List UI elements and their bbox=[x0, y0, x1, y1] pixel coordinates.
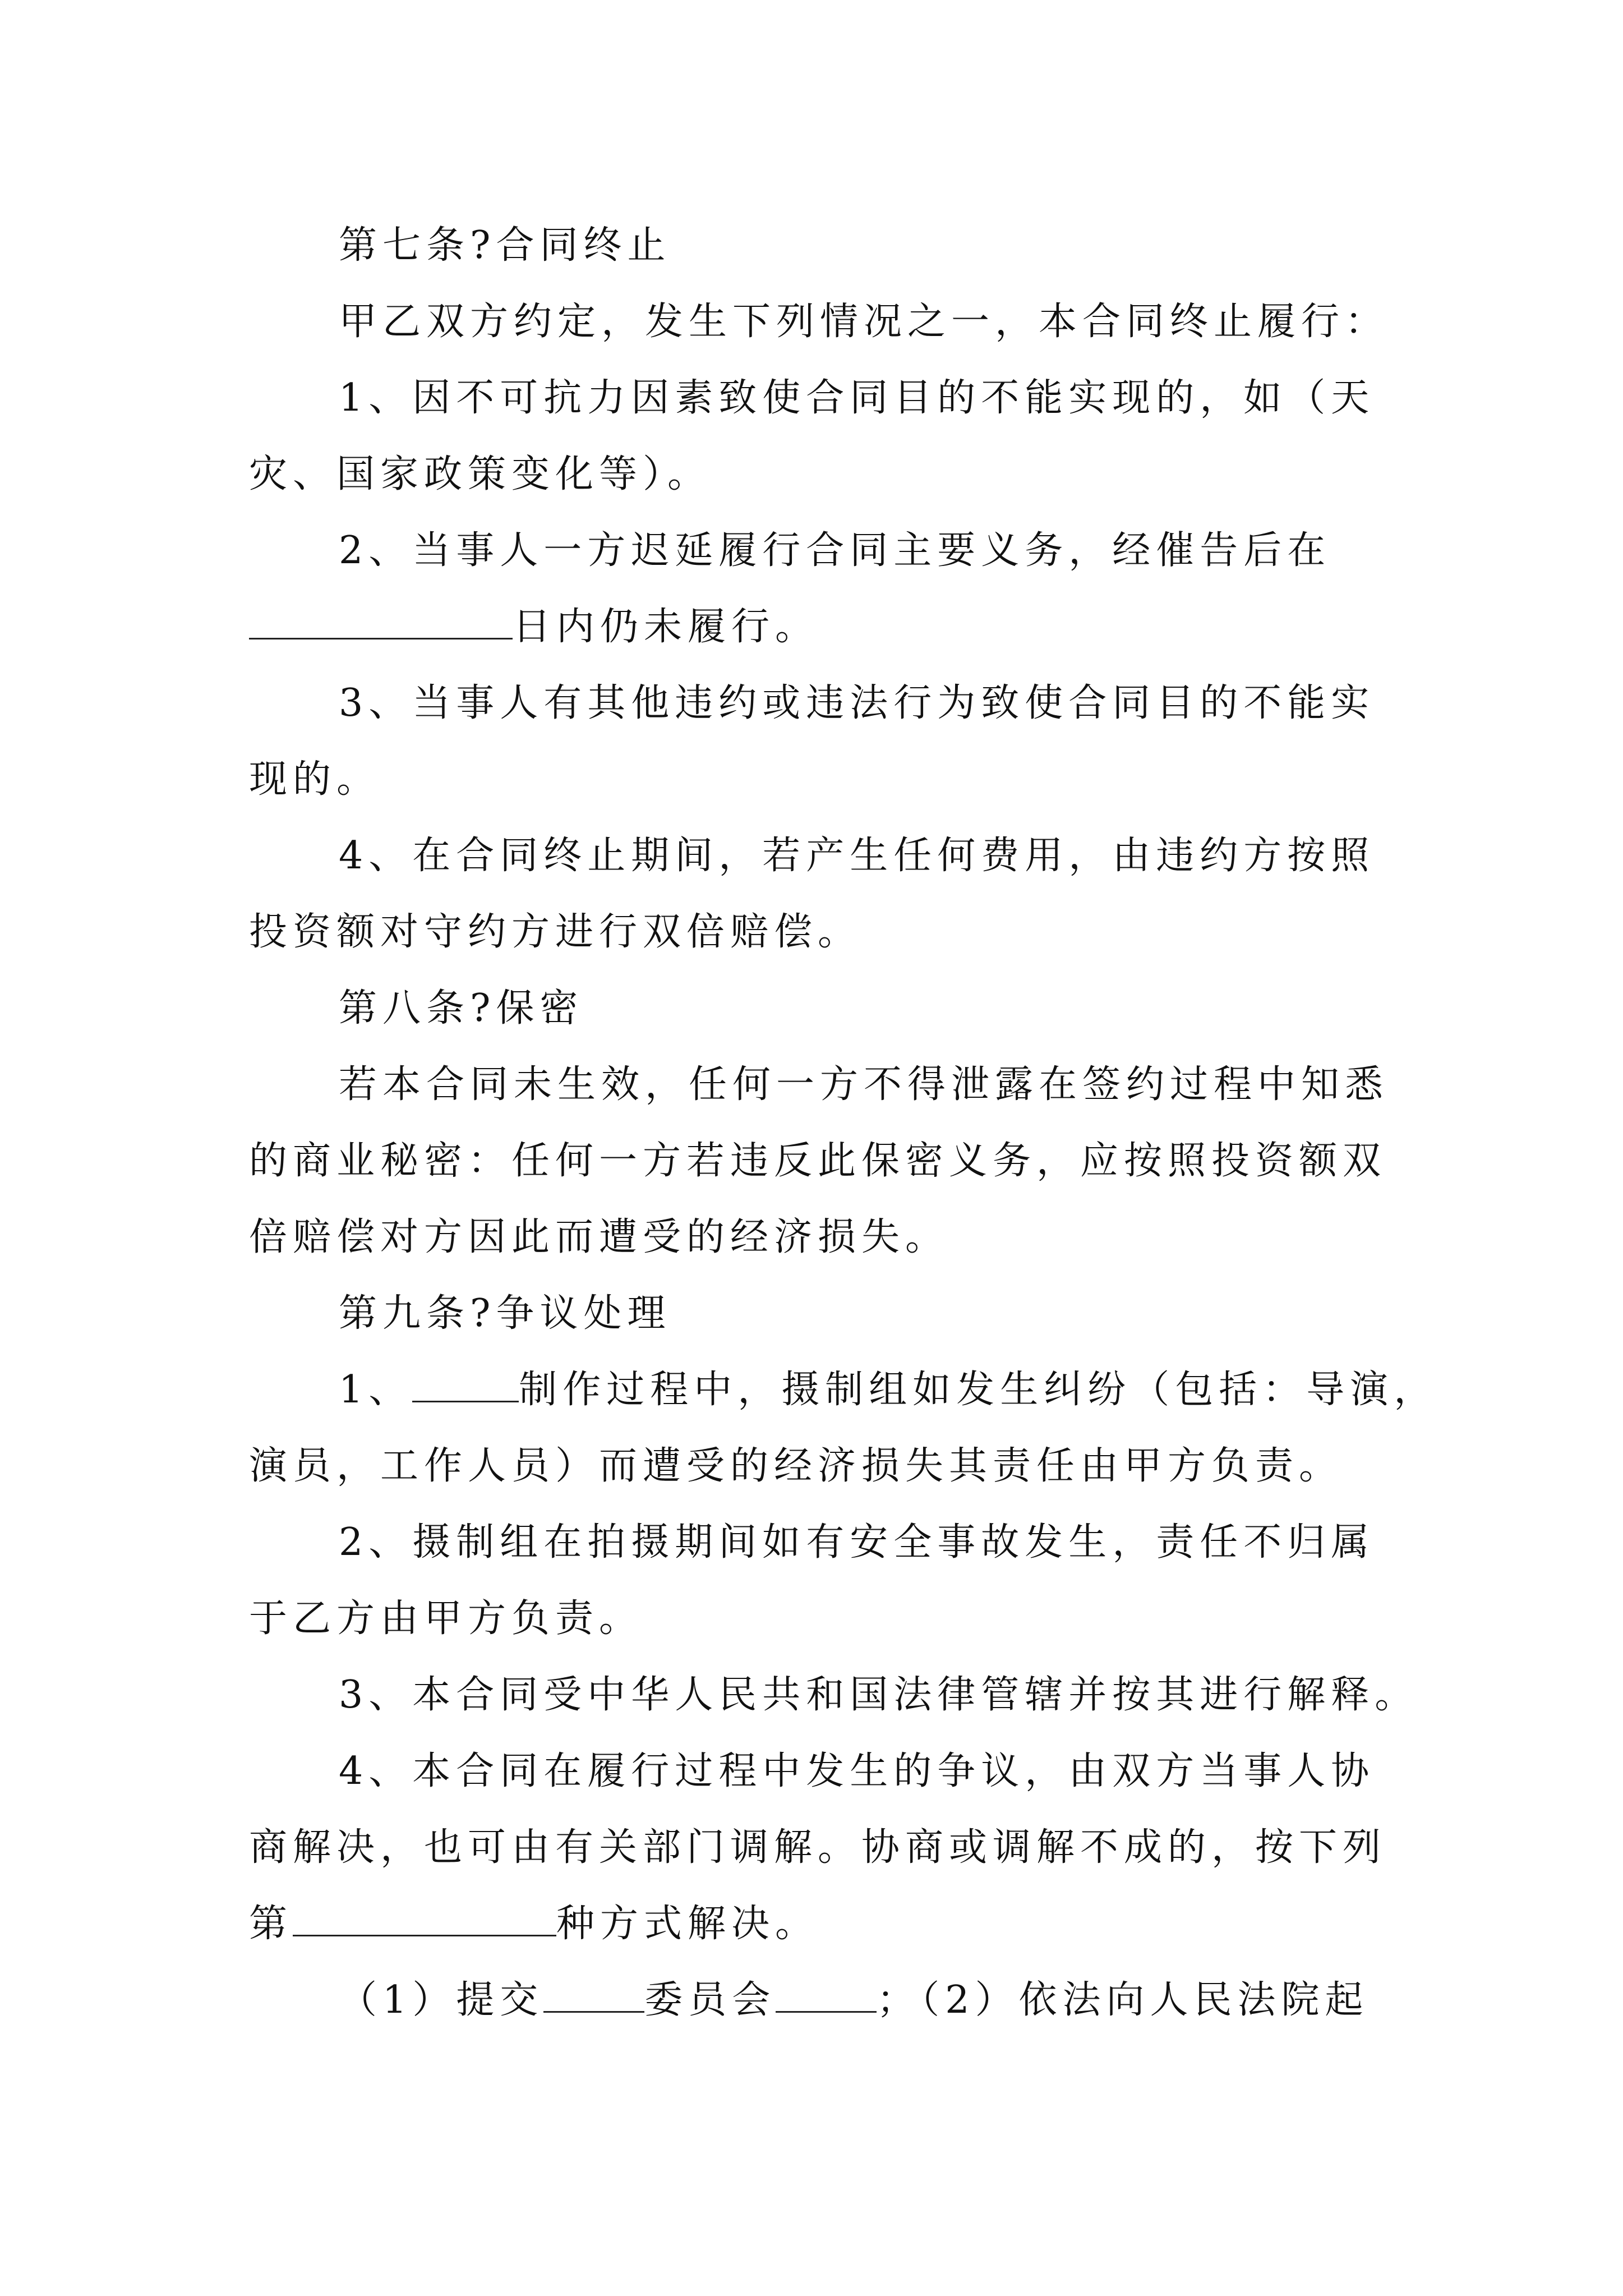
fill-in-blank bbox=[412, 1366, 519, 1402]
paragraph-text: 2、当事人一方迟延履行合同主要义务，经催告后在 bbox=[339, 528, 1331, 573]
paragraph-text: 3、当事人有其他违约或违法行为致使合同目的不能实 bbox=[339, 681, 1375, 725]
paragraph-line bbox=[0, 370, 1623, 426]
paragraph-line bbox=[0, 1362, 1623, 1418]
paragraph-line bbox=[0, 1972, 1623, 2028]
heading-article-9 bbox=[0, 1286, 1623, 1342]
heading-article-7 bbox=[0, 218, 1623, 274]
paragraph-text: （1）提交 bbox=[339, 1978, 544, 2022]
paragraph-text: 演员，工作人员）而遭受的经济损失其责任由甲方负责。 bbox=[249, 1444, 1343, 1488]
heading-text: 第八条?保密 bbox=[339, 986, 584, 1030]
paragraph-text: 倍赔偿对方因此而遭受的经济损失。 bbox=[249, 1215, 949, 1259]
paragraph-line bbox=[0, 523, 1623, 579]
paragraph-line bbox=[0, 1667, 1623, 1723]
paragraph-text: 甲乙双方约定，发生下列情况之一，本合同终止履行： bbox=[339, 300, 1389, 344]
paragraph-text: 第 bbox=[249, 1902, 293, 1946]
paragraph-text: 日内仍未履行。 bbox=[513, 605, 819, 649]
paragraph-line bbox=[0, 1438, 1623, 1494]
heading-article-8 bbox=[0, 981, 1623, 1037]
paragraph-text: 3、本合同受中华人民共和国法律管辖并按其进行解释。 bbox=[339, 1673, 1419, 1717]
paragraph-line bbox=[0, 1820, 1623, 1876]
paragraph-text: 2、摄制组在拍摄期间如有安全事故发生，责任不归属 bbox=[339, 1520, 1375, 1565]
paragraph-line bbox=[0, 828, 1623, 884]
paragraph-text: 1、因不可抗力因素致使合同目的不能实现的，如（天 bbox=[339, 376, 1375, 420]
paragraph-line bbox=[0, 1591, 1623, 1647]
paragraph-line bbox=[0, 294, 1623, 350]
paragraph-line bbox=[0, 1133, 1623, 1189]
paragraph-line bbox=[0, 1057, 1623, 1113]
paragraph-line bbox=[0, 1209, 1623, 1266]
paragraph-text: 的商业秘密：任何一方若违反此保密义务，应按照投资额双 bbox=[249, 1139, 1387, 1183]
paragraph-text: 4、在合同终止期间，若产生任何费用，由违约方按照 bbox=[339, 834, 1375, 878]
heading-text: 第七条?合同终止 bbox=[339, 223, 671, 268]
paragraph-line bbox=[0, 447, 1623, 503]
paragraph-line bbox=[0, 675, 1623, 731]
fill-in-blank bbox=[776, 1976, 877, 2013]
paragraph-line bbox=[0, 599, 1623, 655]
paragraph-text: 灾、国家政策变化等）。 bbox=[249, 452, 712, 496]
fill-in-blank bbox=[293, 1900, 556, 1936]
paragraph-text: 制作过程中，摄制组如发生纠纷（包括：导演， bbox=[519, 1368, 1438, 1412]
paragraph-line bbox=[0, 1743, 1623, 1800]
fill-in-blank bbox=[543, 1976, 644, 2013]
paragraph-text: 1、 bbox=[339, 1368, 413, 1412]
paragraph-text: 商解决，也可由有关部门调解。协商或调解不成的，按下列 bbox=[249, 1825, 1387, 1870]
paragraph-line bbox=[0, 1515, 1623, 1571]
paragraph-text: ；（2）依法向人民法院起 bbox=[877, 1978, 1369, 2022]
heading-text: 第九条?争议处理 bbox=[339, 1291, 671, 1336]
paragraph-text: 4、本合同在履行过程中发生的争议，由双方当事人协 bbox=[339, 1749, 1375, 1793]
fill-in-blank bbox=[249, 603, 513, 639]
paragraph-line bbox=[0, 904, 1623, 960]
paragraph-text: 委员会 bbox=[644, 1978, 776, 2022]
paragraph-text: 若本合同未生效，任何一方不得泄露在签约过程中知悉 bbox=[339, 1062, 1389, 1107]
paragraph-text: 现的。 bbox=[249, 757, 381, 802]
paragraph-text: 种方式解决。 bbox=[556, 1902, 819, 1946]
paragraph-text: 投资额对守约方进行双倍赔偿。 bbox=[249, 910, 862, 954]
paragraph-line bbox=[0, 752, 1623, 808]
paragraph-text: 于乙方由甲方负责。 bbox=[249, 1596, 643, 1641]
paragraph-line bbox=[0, 1896, 1623, 1952]
